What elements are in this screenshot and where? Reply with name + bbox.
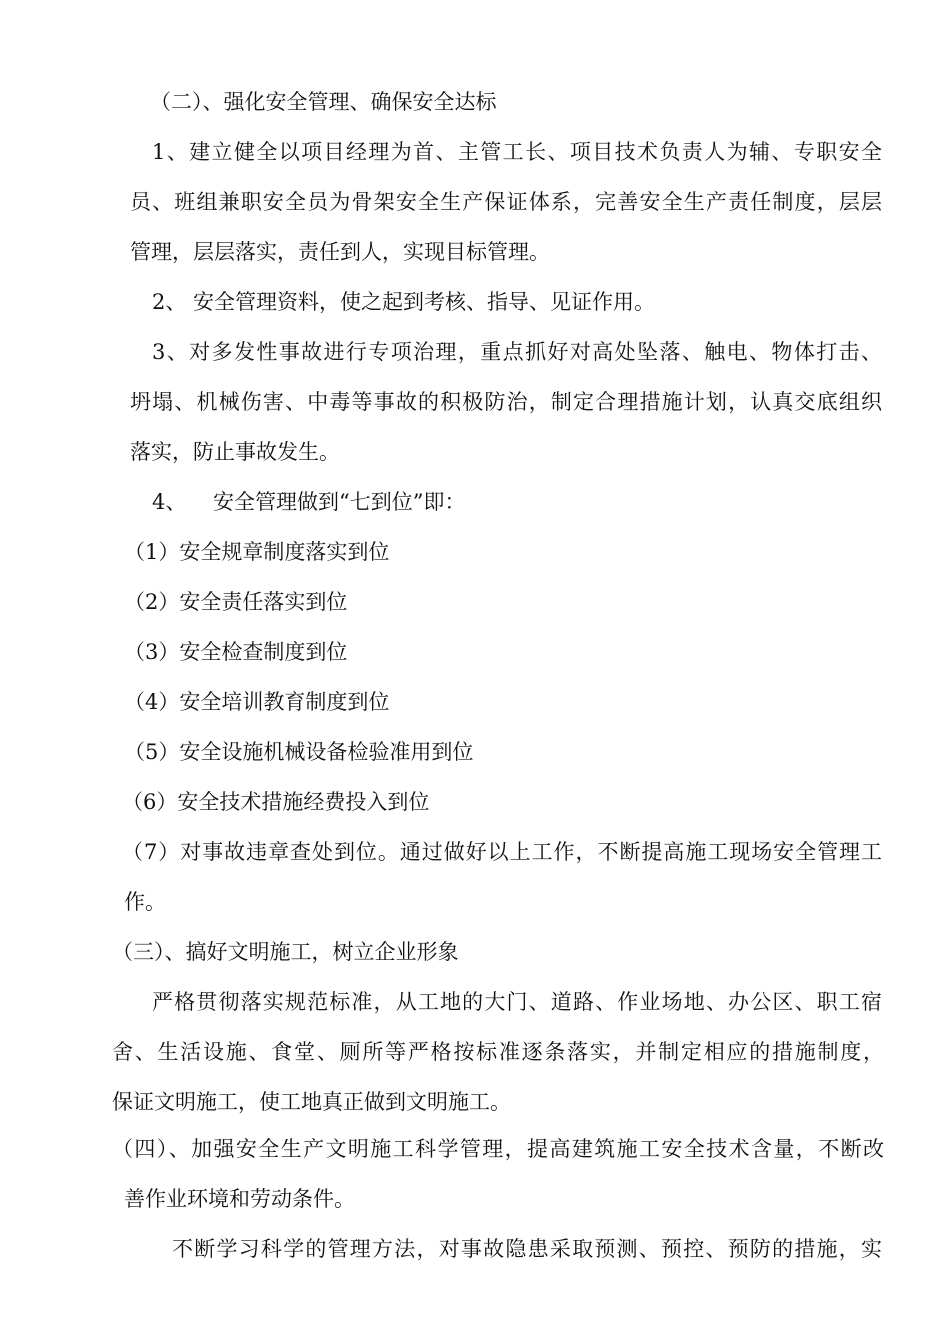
list-item: （5）安全设施机械设备检验准用到位 [124,740,474,764]
paragraph-line: 3、对多发性事故进行专项治理，重点抓好对高处坠落、触电、物体打击、 [152,340,882,364]
list-item: 作。 [124,890,166,914]
paragraph-line: 员、班组兼职安全员为骨架安全生产保证体系，完善安全生产责任制度，层层 [130,190,882,214]
section-heading-3: （三）、搞好文明施工，树立企业形象 [112,940,459,964]
paragraph-line: 1、建立健全以项目经理为首、主管工长、项目技术负责人为辅、专职安全 [152,140,882,164]
paragraph-line: 舍、生活设施、食堂、厕所等严格按标准逐条落实，并制定相应的措施制度， [112,1040,884,1064]
paragraph-line: 落实，防止事故发生。 [130,440,340,464]
paragraph-line: 4、 安全管理做到“七到位”即： [152,490,466,514]
list-item: （4）安全培训教育制度到位 [124,690,390,714]
list-item: （7）对事故违章查处到位。通过做好以上工作，不断提高施工现场安全管理工 [122,840,882,864]
paragraph-line: 管理，层层落实，责任到人，实现目标管理。 [130,240,550,264]
paragraph-line: 严格贯彻落实规范标准，从工地的大门、道路、作业场地、办公区、职工宿 [152,990,882,1014]
list-item: （1）安全规章制度落实到位 [124,540,390,564]
list-item: （3）安全检查制度到位 [124,640,348,664]
paragraph-line: 2、 安全管理资料，使之起到考核、指导、见证作用。 [152,290,656,314]
section-heading-4-continued: 善作业环境和劳动条件。 [124,1187,355,1211]
paragraph-line: 保证文明施工，使工地真正做到文明施工。 [112,1090,511,1114]
paragraph-line: 坍塌、机械伤害、中毒等事故的积极防治，制定合理措施计划，认真交底组织 [130,390,882,414]
section-heading-4: （四）、加强安全生产文明施工科学管理，提高建筑施工安全技术含量，不断改 [112,1137,884,1161]
list-item: （2）安全责任落实到位 [124,590,348,614]
section-heading-2: （二）、强化安全管理、确保安全达标 [150,90,497,114]
paragraph-line: 不断学习科学的管理方法，对事故隐患采取预测、预控、预防的措施，实 [172,1237,882,1261]
list-item: （6）安全技术措施经费投入到位 [122,790,430,814]
